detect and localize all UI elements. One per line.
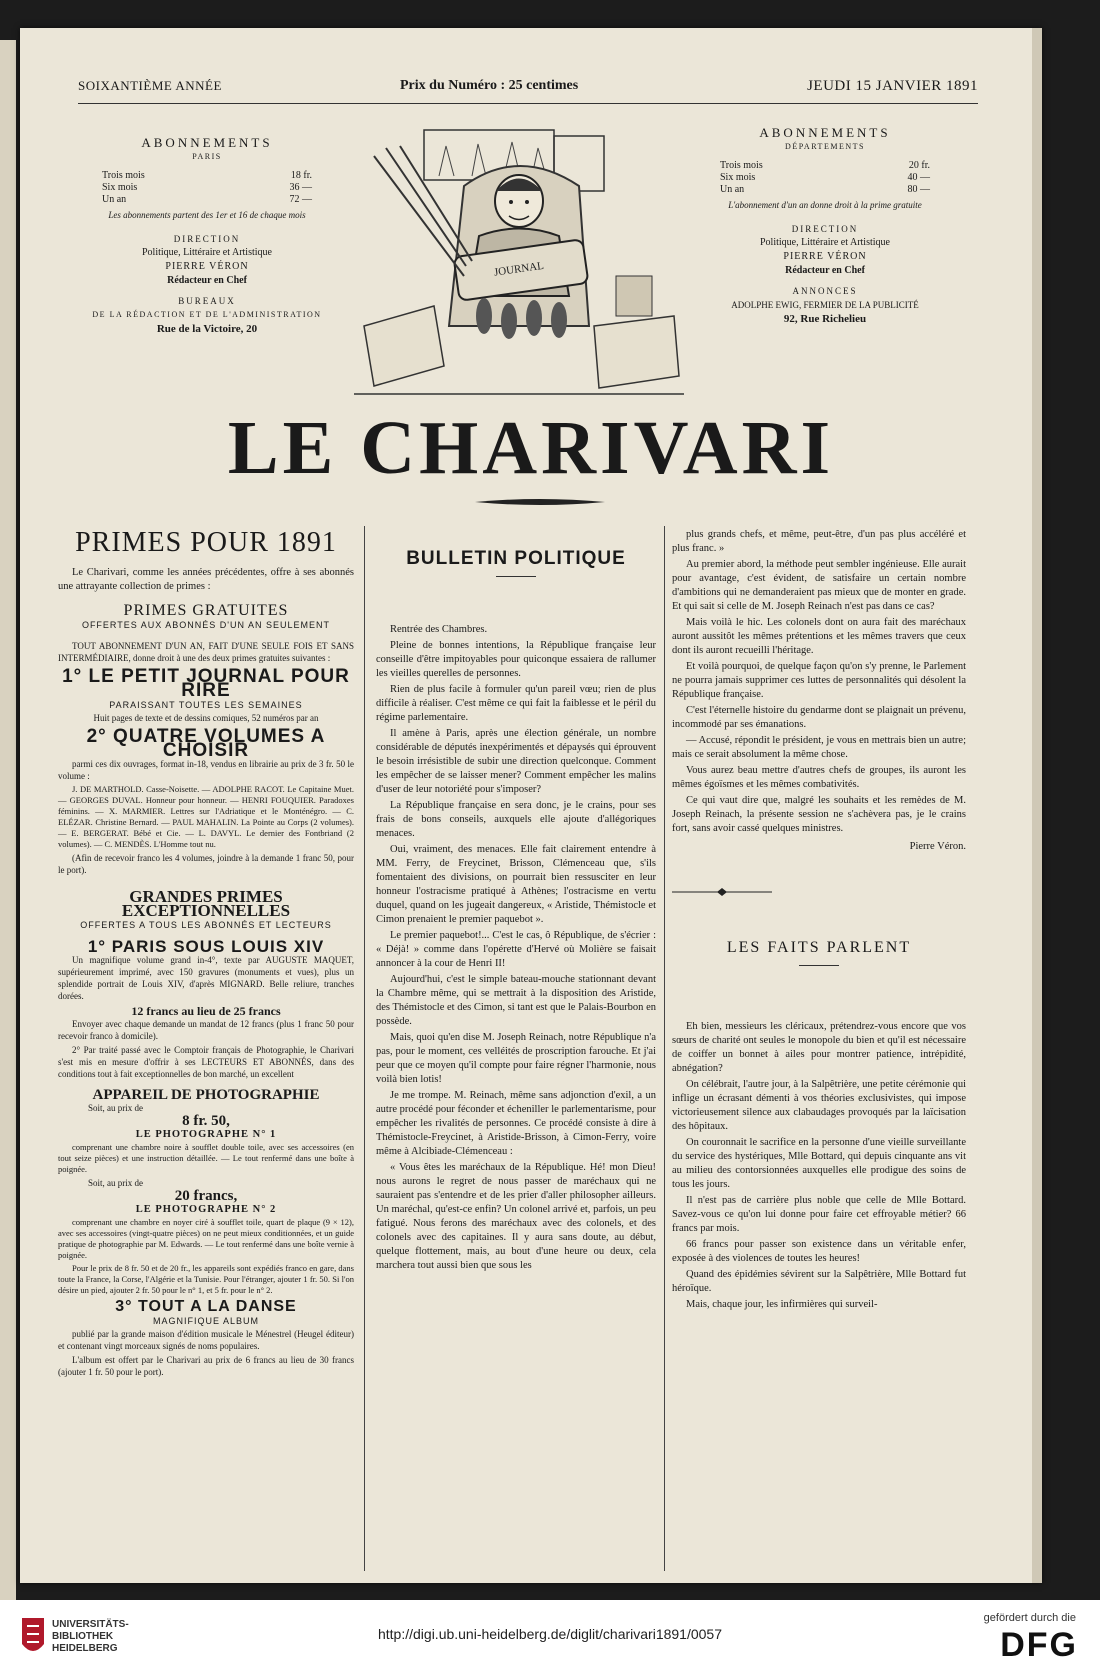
subs-area: DÉPARTEMENTS — [785, 142, 865, 151]
bulletin-paragraph: « Vous êtes les maréchaux de la République. Hé! mon Dieu! nous aurons le regret de nous passer de maréchaux qui ne sauraient pas s'entendre et de les prier d'aller philosopher ailleurs. Un maréchal, qu'est-ce enfin? Un colonel arrivé et, parfois, un peu fatigué. Nous ferons des maréchaux avec des colonels, et des colonels avec des capitaines. Il y aura sans doute, au début, quelque flottement, mais, au bout d'une heure ou deux, cela marchera tout aussi bien que sous les — [376, 1162, 656, 1271]
bulletin-paragraph: Rien de plus facile à formuler qu'un pareil vœu; rien de plus difficile à réaliser. C'est même ce qui fait la faiblesse et le péril du régime parlementaire. — [376, 684, 656, 723]
subs-area: PARIS — [192, 152, 222, 161]
exceptional-1-price: 12 francs au lieu de 25 francs — [131, 1004, 281, 1018]
prime-2-note: (Afin de recevoir franco les 4 volumes, joindre à la demande 1 franc 50, pour le port). — [58, 853, 354, 875]
funding-note: gefördert durch die — [983, 1612, 1076, 1624]
camera-soit-2: Soit, au prix de — [88, 1178, 143, 1188]
subs-note: Les abonnements partent des 1er et 16 de chaque mois — [108, 210, 306, 220]
bureaux-title: BUREAUX — [178, 296, 236, 306]
gratuites-text: TOUT ABONNEMENT D'UN AN, FAIT D'UNE SEULE FOIS ET SANS INTERMÉDIAIRE, donne droit à une des deux primes gratuites suivantes : — [58, 641, 354, 663]
primes-intro: Le Charivari, comme les années précédentes, offre à ses abonnés une attrayante collection de primes : — [58, 567, 354, 592]
exceptional-title: GRANDES PRIMES EXCEPTIONNELLES — [121, 887, 291, 920]
header-rule — [78, 103, 978, 104]
subs-title: ABONNEMENTS — [141, 135, 273, 150]
direction-title: DIRECTION — [173, 234, 241, 244]
prime-2-text: parmi ces dix ouvrages, format in-18, vendus en librairie au prix de 3 fr. 50 le volume : — [58, 759, 354, 781]
bulletin-paragraph: Au premier abord, la méthode peut sembler ingénieuse. Elle aurait pour avantage, c'est évident, de satisfaire un certain nombre d'ambitions qui ne demanderaient pas mieux que de monter en grade. Et qui sait si celle de M. Joseph Reinach n'est pas dans ce cas? — [672, 559, 966, 612]
primes-title: PRIMES POUR 1891 — [75, 527, 337, 558]
ads-address: 92, Rue Richelieu — [783, 313, 867, 325]
bulletin-paragraph: C'est l'éternelle histoire du gendarme dont se plaignait un prévenu, incommodé par ses émanations. — [672, 705, 966, 730]
exceptional-3-subtitle: MAGNIFIQUE ALBUM — [152, 1316, 259, 1326]
faits-paragraph: Mais, chaque jour, les infirmières qui surveil- — [686, 1299, 878, 1310]
direction-title: DIRECTION — [791, 224, 859, 234]
subscriptions-departements — [690, 126, 960, 326]
issue-price: Prix du Numéro : 25 centimes — [400, 78, 579, 93]
title-rule — [799, 965, 839, 966]
camera-price-2: 20 francs, — [174, 1188, 238, 1204]
exceptional-subtitle: OFFERTES A TOUS LES ABONNÉS ET LECTEURS — [80, 920, 332, 930]
column-primes — [58, 528, 354, 1380]
direction-desc: Politique, Littéraire et Artistique — [142, 247, 272, 258]
column-rule — [664, 526, 665, 1571]
bulletin-paragraph: La République française en sera donc, je le crains, pour ses frais de bons conseils, auxquels elle ajoute d'allégoriques menaces. — [376, 800, 656, 839]
camera-desc-2: comprenant une chambre en noyer ciré à soufflet toile, quart de plaque (9 × 12), avec ses accessoires (vingt-quatre pièces) on ne peut mieux conditionnées, et un guide pratique de photographie par M. Edwards. — Le tout renfermé dans une boîte vernie à poignée. — [58, 1217, 354, 1260]
editor-name: PIERRE VÉRON — [783, 251, 867, 262]
section-ornament — [672, 888, 772, 896]
bulletin-paragraph: Il amène à Paris, après une élection générale, un nombre considérable de députés inexpérimentés et dépaysés qui éprouvent le besoin irrésistible de subir une direction quelconque. Comment les empêcher de se laisser mener? Comment empêcher les malins d'user de leur notoriété pour s'imposer? — [376, 728, 656, 795]
edition-year: SOIXANTIÈME ANNÉE — [78, 78, 222, 93]
rate-row: Six mois 40 — — [720, 172, 930, 183]
editor-role: Rédacteur en Chef — [167, 275, 247, 286]
camera-shipping: Pour le prix de 8 fr. 50 et de 20 fr., les appareils sont expédiés franco en gare, dans toute la France, la Corse, l'Algérie et la Tunisie. Pour l'étranger, ajouter 1 fr. 50. Si l'on désire un pied, ajouter 2 fr. 50 pour le n° 1, et 5 fr. pour le n° 2. — [58, 1263, 354, 1295]
editor-name: PIERRE VÉRON — [165, 261, 249, 272]
viewer-footer — [0, 1600, 1100, 1674]
bulletin-paragraph: Et voilà pourquoi, de quelque façon qu'on s'y prenne, le Parlement ne pourra jamais supprimer ces luttes de personnalités qui désolent la République française. — [672, 661, 966, 700]
faits-paragraph: On célébrait, l'autre jour, à la Salpêtrière, une petite cérémonie qui inflige un écrasant démenti à vos théories exclusivistes, qui impose victorieusement silence aux clabaudages provoqués par la laïcisation des hôpitaux. — [672, 1079, 966, 1132]
column-continuation — [672, 528, 966, 1314]
camera-model-2: LE PHOTOGRAPHE N° 2 — [135, 1204, 277, 1215]
camera-price-1: 8 fr. 50, — [182, 1113, 230, 1129]
bulletin-paragraph: Mais, quoi qu'en dise M. Joseph Reinach, notre République n'a pas, pour le moment, ces velléités de proscription farouche. Et j'ai peur que ce moyen qu'il compte pour faire régner l'harmonie, nous voilà bien lotis! — [376, 1032, 656, 1085]
masthead-ornament — [475, 496, 605, 508]
prime-1-subtitle: PARAISSANT TOUTES LES SEMAINES — [109, 700, 303, 710]
faits-paragraph: On couronnait le sacrifice en la personne d'une vieille surveillante du service des hystériques, Mlle Bottard, qui depuis cinquante ans vit au milieu des contorsionnées auxquelles elle prodigue des soins de tous les jours. — [672, 1137, 966, 1190]
bulletin-title: BULLETIN POLITIQUE — [406, 548, 626, 569]
bulletin-paragraph: — Accusé, répondit le président, je vous en mettrais bien un autre; mais ce serait absolument la même chose. — [672, 735, 966, 760]
subs-note: L'abonnement d'un an donne droit à la prime gratuite — [728, 200, 922, 210]
issue-date: JEUDI 15 JANVIER 1891 — [807, 78, 978, 94]
faits-paragraph: 66 francs pour passer son existence dans un véritable enfer, exposée à des violences de toutes les heures! — [672, 1239, 966, 1264]
faits-paragraph: Il n'est pas de carrière plus noble que celle de Mlle Bottard. Savez-vous ce qu'on lui donne pour faire cet effroyable métier? 66 francs par mois. — [672, 1195, 966, 1234]
faits-paragraph: Quand des épidémies sévirent sur la Salpêtrière, Mlle Bottard fut héroïque. — [672, 1269, 966, 1294]
bulletin-paragraph: Ce qui vaut dire que, malgré les souhaits et les remèdes de M. Joseph Reinach, la présente session ne s'achèvera pas, je le crains fort, sans avoir cassé quelques ministres. — [672, 795, 966, 834]
camera-model-1: LE PHOTOGRAPHE N° 1 — [135, 1129, 277, 1140]
rate-row: Un an 80 — — [720, 184, 930, 195]
rate-row: Trois mois 18 fr. — [102, 170, 312, 181]
rate-row: Un an 72 — — [102, 194, 312, 205]
prime-1-title: 1° LE PETIT JOURNAL POUR RIRE — [62, 666, 350, 701]
column-bulletin — [376, 528, 656, 1275]
bulletin-paragraph: Le premier paquebot!... C'est le cas, ô République, de s'écrier : « Déjà! » comme dans l'opérette d'Hervé où Molière se faisait annoncer à la cour de Henri II! — [376, 930, 656, 969]
bulletin-paragraph: Je me trompe. M. Reinach, même sans adjonction d'exil, a un autre procédé pour féconder et écheniller le parlementarisme, pour empêcher les rivalités de personnes. Ce procédé consiste à dire à Thémistocle-Freycinet, à Aristide-Brisson, à Cimon-Ferry, voire même à Alcibiade-Clémenceau : — [376, 1090, 656, 1157]
subs-title: ABONNEMENTS — [759, 125, 891, 140]
newspaper-page — [20, 28, 1042, 1583]
prime-1-text: Huit pages de texte et de dessins comiques, 52 numéros par an — [93, 713, 319, 723]
bulletin-paragraph: Mais voilà le hic. Les colonels dont on aura fait des maréchaux auront aussitôt les mêmes prétentions et les mêmes travers que ceux dont ils auront recueilli l'héritage. — [672, 617, 966, 656]
bulletin-paragraph: Aujourd'hui, c'est le simple bateau-mouche stationnant devant la Chambre même, qui se mettrait à la disposition des Aristide, des Thémistocle et des Cimon, si tant est que le Palais-Bourbon en possède. — [376, 974, 656, 1027]
rate-row: Six mois 36 — — [102, 182, 312, 193]
exceptional-3-text: publié par la grande maison d'édition musicale le Ménestrel (Heugel éditeur) et contenant vingt morceaux signés de noms populaires. — [58, 1329, 354, 1351]
title-rule — [496, 576, 536, 577]
camera-title: APPAREIL DE PHOTOGRAPHIE — [92, 1087, 320, 1103]
office-address: Rue de la Victoire, 20 — [156, 323, 258, 335]
prime-2-title: 2° QUATRE VOLUMES A CHOISIR — [86, 726, 326, 761]
rates-table — [102, 170, 312, 206]
previous-page-edge — [0, 40, 16, 1600]
column-rule — [364, 526, 365, 1571]
gratuites-title: PRIMES GRATUITES — [123, 602, 289, 619]
faits-paragraph: Eh bien, messieurs les cléricaux, prétendrez-vous encore que vos sœurs de charité ont seules le monopole du bien et qu'il est nécessaire de coiffer un bonnet à ailes pour montrer patience, intrépidité, abnégation? — [672, 1021, 966, 1074]
editor-role: Rédacteur en Chef — [785, 265, 865, 276]
camera-desc-1: comprenant une chambre noire à soufflet double toile, avec ses accessoires (en tout seize pièces) et une instruction détaillée. — Le tout renfermé dans une boîte à poignée. — [58, 1142, 354, 1174]
bulletin-paragraph: plus grands chefs, et même, peut-être, d'un pas plus accéléré et plus franc. » — [672, 529, 966, 554]
gratuites-subtitle: OFFERTES AUX ABONNÉS D'UN AN SEULEMENT — [81, 620, 331, 630]
rate-row: Trois mois 20 fr. — [720, 160, 930, 171]
bureaux-desc: DE LA RÉDACTION ET DE L'ADMINISTRATION — [92, 310, 322, 319]
exceptional-1-text: Un magnifique volume grand in-4°, texte par AUGUSTE MAQUET, supérieurement imprimé, avec 150 gravures (monuments et vues), plus un splendide portrait de Louis XIV, d'après MIGNARD. Belle reliure, tranches dorées. — [58, 955, 354, 1001]
exceptional-1-order: Envoyer avec chaque demande un mandat de 12 francs (plus 1 franc 50 pour recevoir franco à domicile). — [58, 1019, 354, 1041]
masthead-illustration — [354, 126, 684, 396]
library-name: UNIVERSITÄTS- BIBLIOTHEK HEIDELBERG — [52, 1619, 129, 1654]
bulletin-paragraph: Pleine de bonnes intentions, la République française leur conseille d'être impitoyables pour quiconque essaiera de rallumer les vieilles querelles de personnes. — [376, 640, 656, 679]
faits-title: LES FAITS PARLENT — [726, 939, 912, 956]
page-edge — [1032, 28, 1042, 1583]
direction-desc: Politique, Littéraire et Artistique — [760, 237, 890, 248]
author-signature: Pierre Véron. — [909, 841, 966, 852]
ads-title: ANNONCES — [792, 286, 858, 296]
journal-label: JOURNAL — [493, 259, 545, 279]
camera-soit-1: Soit, au prix de — [88, 1103, 143, 1113]
header-line — [78, 78, 978, 98]
bulletin-paragraph: Rentrée des Chambres. — [390, 624, 488, 635]
exceptional-3-title: 3° TOUT A LA DANSE — [115, 1298, 297, 1315]
bulletin-paragraph: Oui, vraiment, des menaces. Elle fait clairement entendre à MM. Ferry, de Freycinet, Brisson, Clémenceau que, s'ils fomentaient des divisions, on pourrait bien ressusciter en leur honneur l'ostracisme pratiqué à Athènes; l'ostracisme en vertu duquel, quand on les jugeait dangereux, « Aristide, Thémistocle et Cimon prenaient le premier paquebot ». — [376, 844, 656, 925]
rates-table — [720, 160, 930, 196]
prime-2-list: J. DE MARTHOLD. Casse-Noisette. — ADOLPHE RACOT. Le Capitaine Muet. — GEORGES DUVAL. Honneur pour honneur. — HENRI FOUQUIER. Paradoxes féminins. — X. MARMIER. Lettres sur l'Adriatique et le Monténégro. — C. ELÉZAR. Christine Bernard. — PAUL MAHALIN. La Pointe au Corps (2 volumes). — E. BERGERAT. Bébé et Cie. — L. DAVYL. Le dernier des Fontbriand (2 volumes). — C. MENDÈS. L'Homme tout nu. — [58, 784, 354, 849]
exceptional-3-offer: L'album est offert par le Charivari au prix de 6 francs au lieu de 30 francs (ajouter 1 fr. 50 pour le port). — [58, 1355, 354, 1377]
subscriptions-paris — [72, 136, 342, 336]
bulletin-paragraph: Vous aurez beau mettre d'autres chefs de groupes, ils auront les mêmes égoïsmes et les mêmes combativités. — [672, 765, 966, 790]
exceptional-1-title: 1° PARIS SOUS LOUIS XIV — [87, 937, 325, 956]
ads-agent: ADOLPHE EWIG, FERMIER DE LA PUBLICITÉ — [731, 300, 919, 310]
exceptional-2-text: 2° Par traité passé avec le Comptoir français de Photographie, le Charivari s'est mis en mesure d'offrir à ses LECTEURS ET ABONNÉS, dans des conditions tout à fait exceptionnelles de bon marché, un excellent — [58, 1045, 354, 1079]
source-url[interactable]: http://digi.ub.uni-heidelberg.de/diglit/charivari1891/0057 — [377, 1626, 722, 1642]
masthead-title: LE CHARIVARI — [227, 406, 835, 490]
dfg-logo: DFG — [1000, 1626, 1078, 1664]
